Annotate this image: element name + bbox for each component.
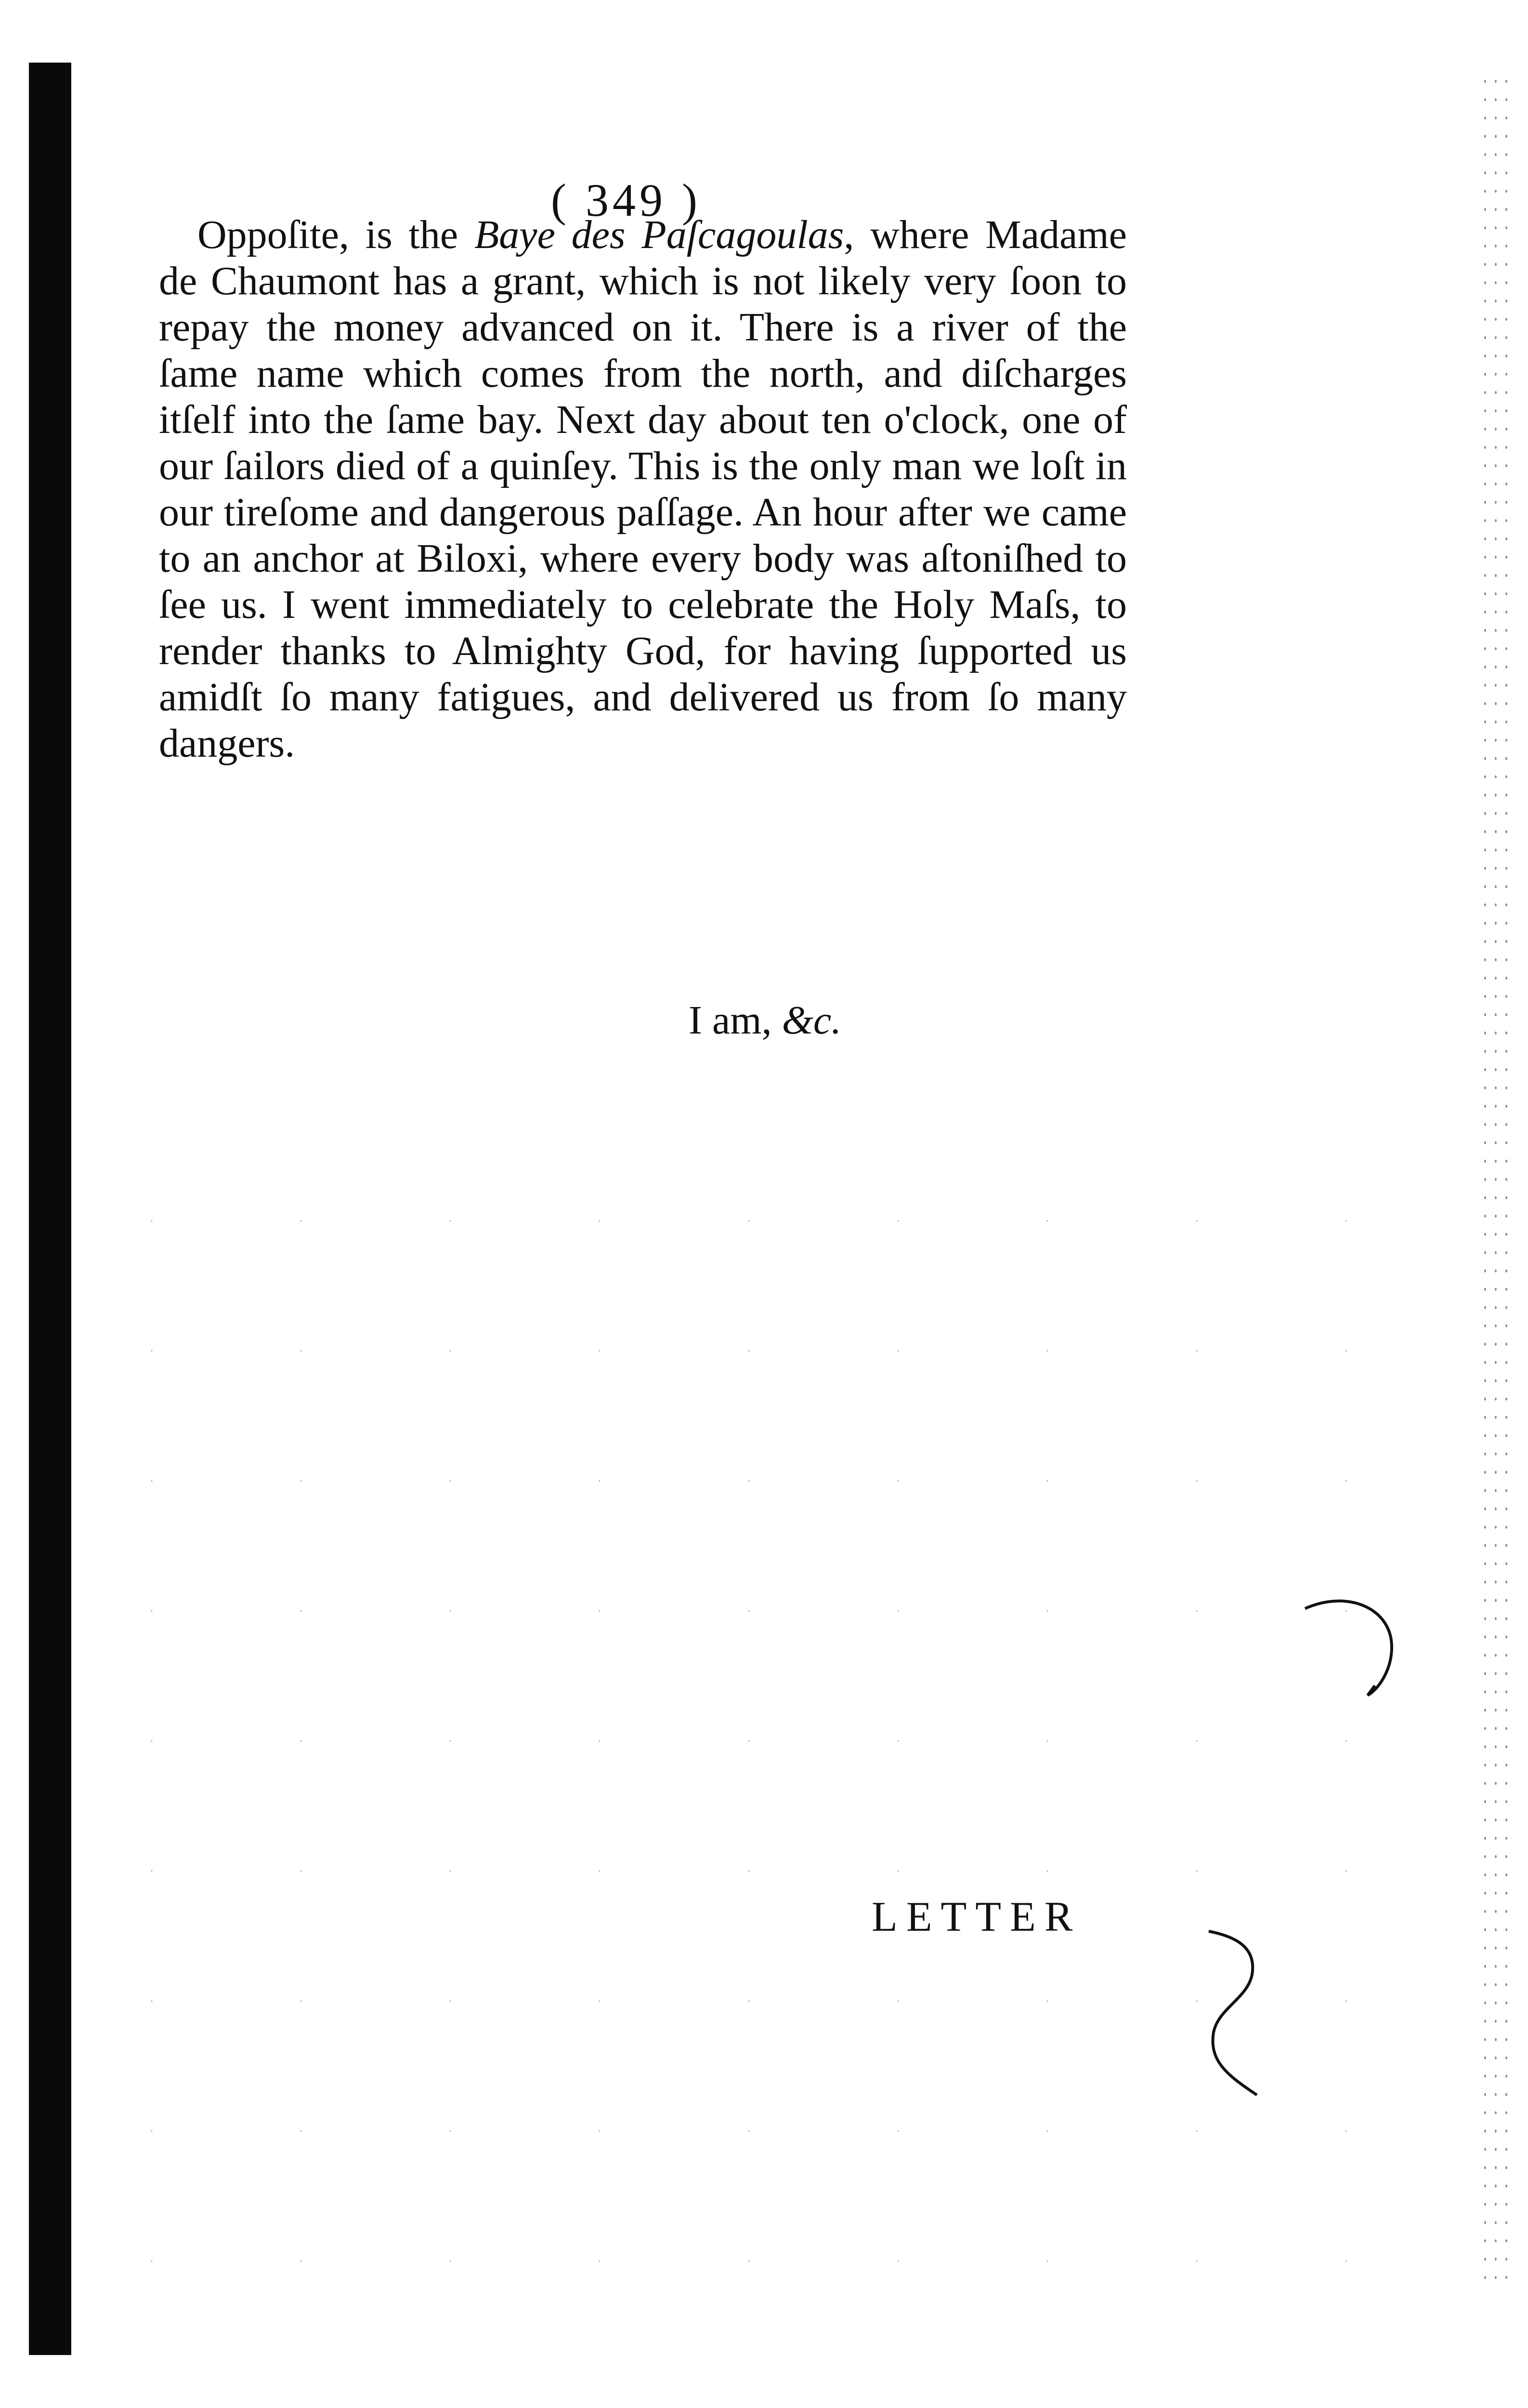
paper-specks — [77, 1156, 1425, 2360]
place-name: Baye des Paſcagoulas — [474, 212, 844, 257]
catchword: LETTER — [872, 1894, 1082, 1940]
closing-salutation — [689, 997, 841, 1044]
body-paragraph — [159, 212, 1127, 767]
pencil-brace-mark — [1199, 1922, 1295, 2105]
page-edge-speckle — [1480, 72, 1509, 2288]
paragraph-lead: Oppoſite, is the — [197, 212, 474, 257]
closing-text: I am, — [689, 998, 782, 1043]
pencil-bracket-mark — [1295, 1589, 1411, 1714]
binding-shadow — [29, 63, 71, 2355]
page-number: ( 349 ) — [551, 174, 701, 226]
paragraph-rest: , where Madame de Chaumont has a grant, which is not likely very ſoon to repay the money advanced on it. There is a river of the ſame name which comes from the north, and diſcharges itſelf into the ſame bay. Next day about ten o'clock, one of our ſailors died of a quinſey. This is the only man we loſt in our tireſome and dangerous paſſage. An hour after we came to an anchor at Biloxi, where every body was aſtoniſhed to ſee us. I went immediately to celebrate the Holy Maſs, to render thanks to Almighty God, for having ſupported us amidſt ſo many fatigues, and delivered us from ſo many dangers. — [159, 212, 1127, 766]
closing-etc: &c. — [782, 998, 842, 1043]
